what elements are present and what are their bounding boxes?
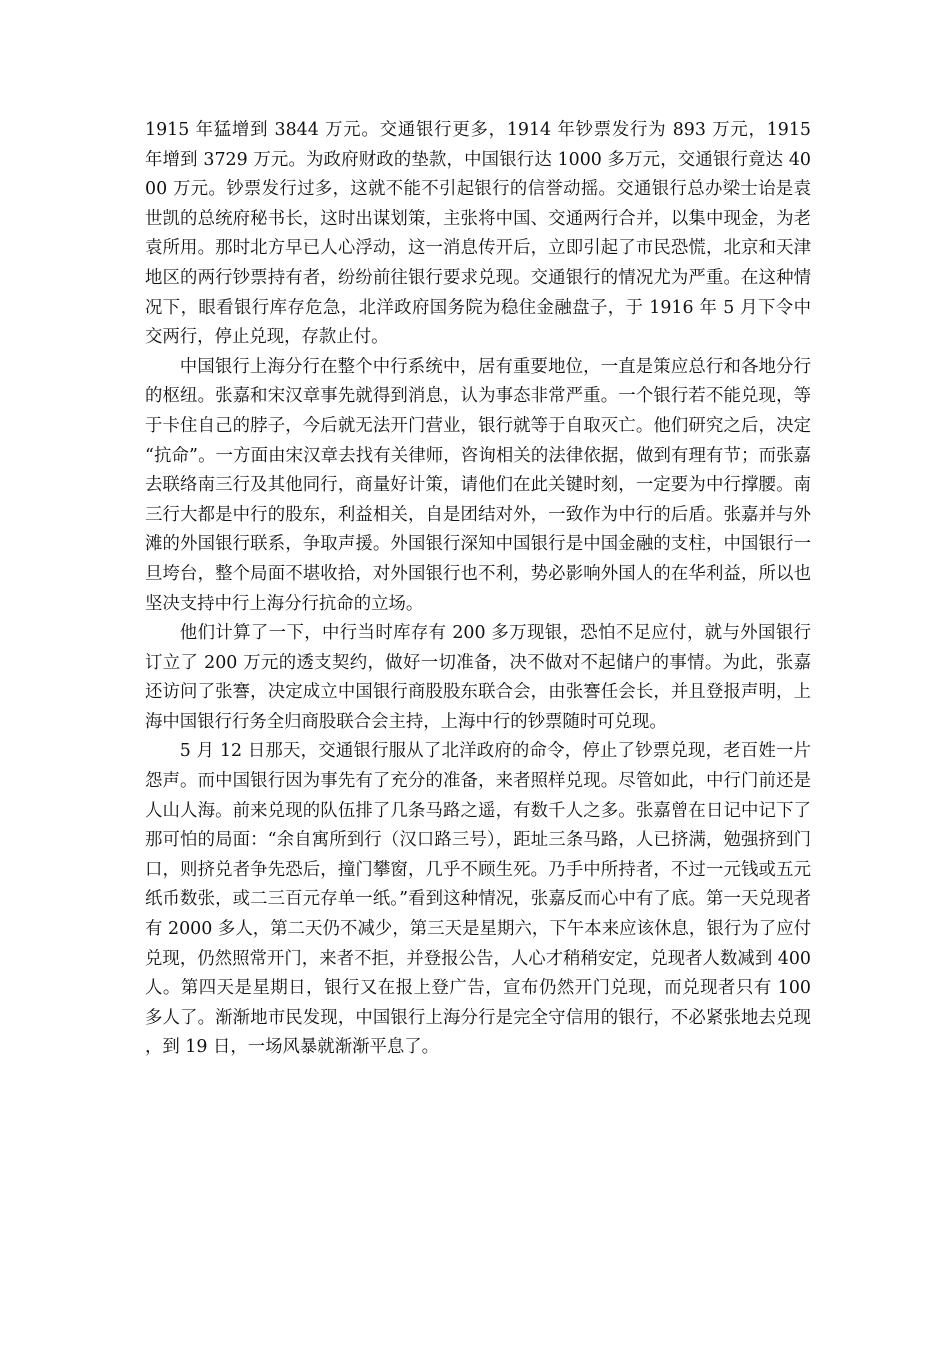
paragraph-preparation: 他们计算了一下，中行当时库存有 200 多万现银，恐怕不足应付，就与外国银行订立了 200 万元的透支契约，做好一切准备，决不做对不起储户的事情。为此，张嘉还访问了张謇，决定成立中国银行商股股东联合会，由张謇任会长，并且登报声明，上海中国银行行务全归商股联合会主持，上海中行的钞票随时可兑现。 [145, 623, 811, 732]
paragraph-bank-run: 5 月 12 日那天，交通银行服从了北洋政府的命令，停止了钞票兑现，老百姓一片怨声。而中国银行因为事先有了充分的准备，来者照样兑现。尽管如此，中行门前还是人山人海。前来兑现的队伍排了几条马路之遥，有数千人之多。张嘉曾在日记中记下了那可怕的局面：“余自寓所到行（汉口路三号），距址三条马路，人已挤满，勉强挤到门口，则挤兑者争先恐后，撞门攀窗，几乎不顾生死。乃手中所持者，不过一元钱或五元纸币数张，或二三百元存单一纸。”看到这种情况，张嘉反而心中有了底。第一天兑现者有 2000 多人，第二天仍不减少，第三天是星期六，下午本来应该休息，银行为了应付兑现，仍然照常开门，来者不拒，并登报公告，人心才稍稍安定，兑现者人数减到 400 人。第四天是星期日，银行又在报上登广告，宣布仍然开门兑现，而兑现者只有 100 多人了。渐渐地市民发现，中国银行上海分行是完全守信用的银行，不必紧张地去兑现，到 19 日，一场风暴就渐渐平息了。 [145, 741, 811, 1058]
paragraph-continued: 1915 年猛增到 3844 万元。交通银行更多，1914 年钞票发行为 893 万元，1915 年增到 3729 万元。为政府财政的垫款，中国银行达 1000 多万元，交通银行竟达 4000 万元。钞票发行过多，这就不能不引起银行的信誉动摇。交通银行总办梁士诒是袁世凯的总统府秘书长，这时出谋划策，主张将中国、交通两行合并，以集中现金，为老袁所用。那时北方早已人心浮动，这一消息传开后，立即引起了市民恐慌，北京和天津地区的两行钞票持有者，纷纷前往银行要求兑现。交通银行的情况尤为严重。在这种情况下，眼看银行库存危急，北洋政府国务院为稳住金融盘子，于 1916 年 5 月下令中交两行，停止兑现，存款止付。 [145, 120, 811, 348]
paragraph-shanghai-branch: 中国银行上海分行在整个中行系统中，居有重要地位，一直是策应总行和各地分行的枢纽。张嘉和宋汉章事先就得到消息，认为事态非常严重。一个银行若不能兑现，等于卡住自己的脖子，今后就无法开门营业，银行就等于自取灭亡。他们研究之后，决定“抗命”。一方面由宋汉章去找有关律师，咨询相关的法律依据，做到有理有节；而张嘉去联络南三行及其他同行，商量好计策，请他们在此关键时刻，一定要为中行撑腰。南三行大都是中行的股东，利益相关，自是团结对外，一致作为中行的后盾。张嘉并与外滩的外国银行联系，争取声援。外国银行深知中国银行是中国金融的支柱，中国银行一旦垮台，整个局面不堪收拾，对外国银行也不利，势必影响外国人的在华利益，所以也坚决支持中行上海分行抗命的立场。 [145, 356, 811, 614]
document-page [145, 116, 811, 1063]
